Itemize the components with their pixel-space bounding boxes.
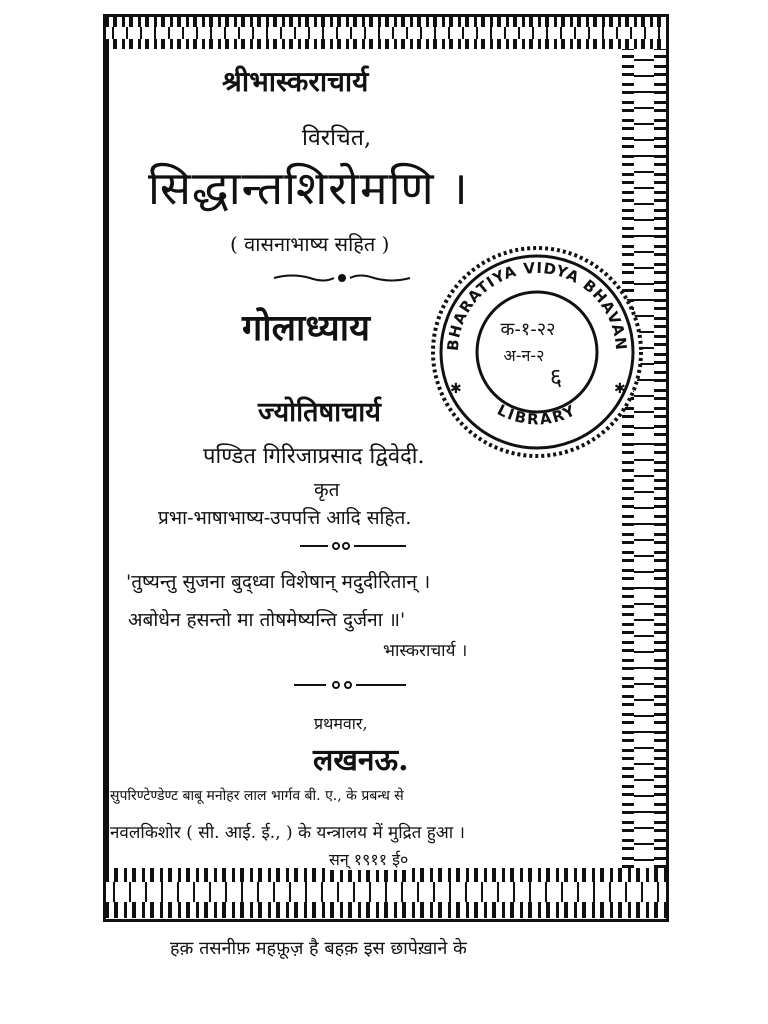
stamp-line-2: अ-न-२ — [503, 346, 545, 365]
commentator-name: पण्डित गिरिजाप्रसाद द्विवेदी. — [203, 444, 425, 469]
year-line: सन् १९११ ई० — [325, 848, 412, 870]
main-title: सिद्धान्तशिरोमणि । — [148, 161, 469, 215]
subtitle: ( वासनाभाष्य सहित ) — [230, 232, 390, 256]
border-left-rule — [106, 49, 109, 868]
commentary-line: प्रभा-भाषाभाष्य-उपपत्ति आदि सहित. — [158, 507, 412, 529]
stamp-star-right: ✱ — [614, 381, 626, 397]
commentator-title: ज्योतिषाचार्य — [258, 397, 381, 428]
stamp-number: ६ — [549, 363, 563, 391]
stamp-top-text: BHARATIYA VIDYA BHAVAN — [443, 258, 631, 352]
composed-label: विरचित, — [302, 125, 372, 151]
library-stamp — [428, 243, 646, 461]
verse-line-2: अबोधेन हसन्तो मा तोषमेष्यन्ति दुर्जना ॥' — [128, 609, 406, 631]
press-line: नवलकिशोर ( सी. आई. ई., ) के यन्त्रालय में मुद्रित हुआ । — [110, 823, 465, 843]
stamp-bottom-text: LIBRARY — [494, 400, 580, 429]
stamp-line-1: क-१-२२ — [500, 319, 556, 340]
city-name: लखनऊ. — [313, 743, 409, 778]
verse-attribution: भास्कराचार्य । — [383, 641, 468, 661]
ornament-divider-middle — [298, 539, 408, 553]
krit-label: कृत — [314, 479, 340, 501]
author-line: श्रीभास्कराचार्य — [222, 65, 369, 98]
edition-label: प्रथमवार, — [314, 714, 368, 733]
ornament-divider-top — [272, 271, 412, 285]
border-bottom-ornament — [106, 868, 666, 918]
ornament-divider-lower — [292, 678, 408, 692]
copyright-line: हक़ तसनीफ़ महफ़ूज़ है बहक़ इस छापेख़ाने के — [170, 938, 467, 959]
stamp-star-left: ✱ — [450, 381, 462, 397]
border-top-ornament — [106, 17, 666, 49]
verse-line-1: 'तुष्यन्तु सुजना बुद्ध्वा विशेषान् मदुदीरितान् । — [126, 571, 431, 593]
section-title: गोलाध्याय — [242, 307, 370, 349]
publisher-line: सुपरिण्टेण्डेण्ट बाबू मनोहर लाल भार्गव बी. ए., के प्रबन्ध से — [110, 788, 404, 804]
